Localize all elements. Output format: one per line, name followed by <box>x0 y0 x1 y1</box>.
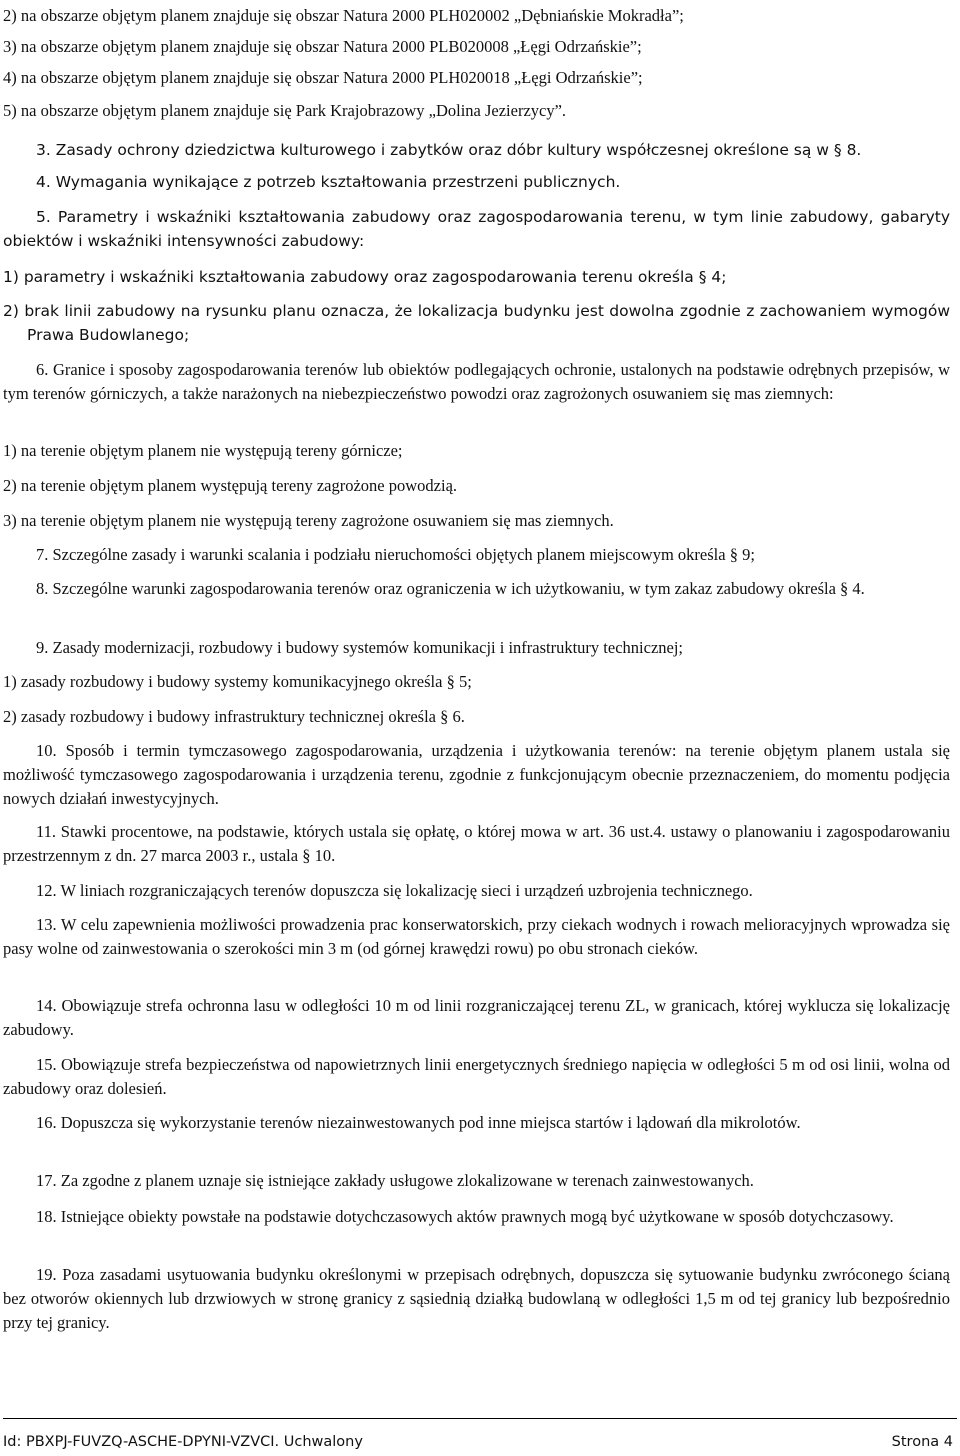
list-item: 3) na obszarze objętym planem znajduje się obszar Natura 2000 PLB020008 „Łęgi Odrzańskie”; <box>3 37 642 56</box>
section-paragraph: 15. Obowiązuje strefa bezpieczeństwa od napowietrznych linii energetycznych średniego napięcia w odległości 5 m od osi linii, wolna od zabudowy oraz dolesień. <box>3 1055 950 1098</box>
section-paragraph: 18. Istniejące obiekty powstałe na podstawie dotychczasowych aktów prawnych mogą być użytkowane w sposób dotychczasowy. <box>36 1207 894 1226</box>
list-item: 2) zasady rozbudowy i budowy infrastruktury technicznej określa § 6. <box>3 707 465 726</box>
section-paragraph: 5. Parametry i wskaźniki kształtowania zabudowy oraz zagospodarowania terenu, w tym linie zabudowy, gabaryty obiektów i wskaźniki intensywności zabudowy: <box>3 208 950 250</box>
list-item: 3) na terenie objętym planem nie występują tereny zagrożone osuwaniem się mas ziemnych. <box>3 511 614 530</box>
section-paragraph: 9. Zasady modernizacji, rozbudowy i budowy systemów komunikacji i infrastruktury technicznej; <box>36 638 684 657</box>
section-paragraph: 7. Szczególne zasady i warunki scalania i podziału nieruchomości objętych planem miejscowym określa § 9; <box>36 545 755 564</box>
section-paragraph: 13. W celu zapewnienia możliwości prowadzenia prac konserwatorskich, przy ciekach wodnych i rowach melioracyjnych wprowadza się pasy wolne od zainwestowania o szerokości min 3 m (od górnej krawędzi rowu) po obu stronach cieków. <box>3 915 950 958</box>
section-paragraph: 14. Obowiązuje strefa ochronna lasu w odległości 10 m od linii rozgraniczającej terenu ZL, w granicach, której wyklucza się lokalizację zabudowy. <box>3 996 950 1039</box>
section-paragraph: 11. Stawki procentowe, na podstawie, których ustala się opłatę, o której mowa w art. 36 ust.4. ustawy o planowaniu i zagospodarowaniu przestrzennym z dn. 27 marca 2003 r., ustala § 10. <box>3 822 950 865</box>
section-paragraph: 19. Poza zasadami usytuowania budynku określonymi w przepisach odrębnych, dopuszcza się sytuowanie budynku zwróconego ścianą bez otworów okiennych lub drzwiowych w stronę granicy z sąsiednią działką budowlaną w odległości 1,5 m od tej granicy lub bezpośrednio przy tej granicy. <box>3 1265 950 1332</box>
list-item: 1) na terenie objętym planem nie występują tereny górnicze; <box>3 441 403 460</box>
document-id: Id: PBXPJ-FUVZQ-ASCHE-DPYNI-VZVCI. Uchwalony <box>3 1434 363 1450</box>
list-item: 2) na terenie objętym planem występują tereny zagrożone powodzią. <box>3 476 458 495</box>
list-item: 4) na obszarze objętym planem znajduje się obszar Natura 2000 PLH020018 „Łęgi Odrzańskie”; <box>3 68 643 87</box>
list-item: 1) zasady rozbudowy i budowy systemy komunikacyjnego określa § 5; <box>3 672 472 691</box>
section-paragraph: 3. Zasady ochrony dziedzictwa kulturowego i zabytków oraz dóbr kultury współczesnej określone są w § 8. <box>36 141 862 159</box>
list-item: 5) na obszarze objętym planem znajduje się Park Krajobrazowy „Dolina Jezierzycy”. <box>3 101 567 120</box>
section-paragraph: 17. Za zgodne z planem uznaje się istniejące zakłady usługowe zlokalizowane w terenach zainwestowanych. <box>36 1171 754 1190</box>
list-item: 1) parametry i wskaźniki kształtowania zabudowy oraz zagospodarowania terenu określa § 4; <box>3 268 727 286</box>
list-item: 2) na obszarze objętym planem znajduje się obszar Natura 2000 PLH020002 „Dębniańskie Mokradła”; <box>3 6 684 25</box>
section-paragraph: 8. Szczególne warunki zagospodarowania terenów oraz ograniczenia w ich użytkowaniu, w tym zakaz zabudowy określa § 4. <box>36 579 865 598</box>
list-item: 2) brak linii zabudowy na rysunku planu oznacza, że lokalizacja budynku jest dowolna zgodnie z zachowaniem wymogów Prawa Budowlanego; <box>3 302 950 344</box>
section-paragraph: 12. W liniach rozgraniczających terenów dopuszcza się lokalizację sieci i urządzeń uzbrojenia technicznego. <box>36 881 753 900</box>
footer-divider <box>3 1418 957 1419</box>
section-paragraph: 4. Wymagania wynikające z potrzeb kształtowania przestrzeni publicznych. <box>36 173 621 191</box>
section-paragraph: 16. Dopuszcza się wykorzystanie terenów niezainwestowanych pod inne miejsca startów i lądowań dla mikrolotów. <box>36 1113 801 1132</box>
page-footer <box>3 1430 953 1454</box>
section-paragraph: 10. Sposób i termin tymczasowego zagospodarowania, urządzenia i użytkowania terenów: na terenie objętym planem ustala się możliwość tymczasowego zagospodarowania i urządzenia terenu, zgodnie z funkcjonującym obecnie przeznaczeniem, do momentu podjęcia nowych działań inwestycyjnych. <box>3 741 950 808</box>
page-number: Strona 4 <box>891 1434 953 1450</box>
section-paragraph: 6. Granice i sposoby zagospodarowania terenów lub obiektów podlegających ochronie, ustalonych na podstawie odrębnych przepisów, w tym terenów górniczych, a także narażonych na niebezpieczeństwo powodzi oraz zagrożonych osuwaniem się mas ziemnych: <box>3 360 950 403</box>
